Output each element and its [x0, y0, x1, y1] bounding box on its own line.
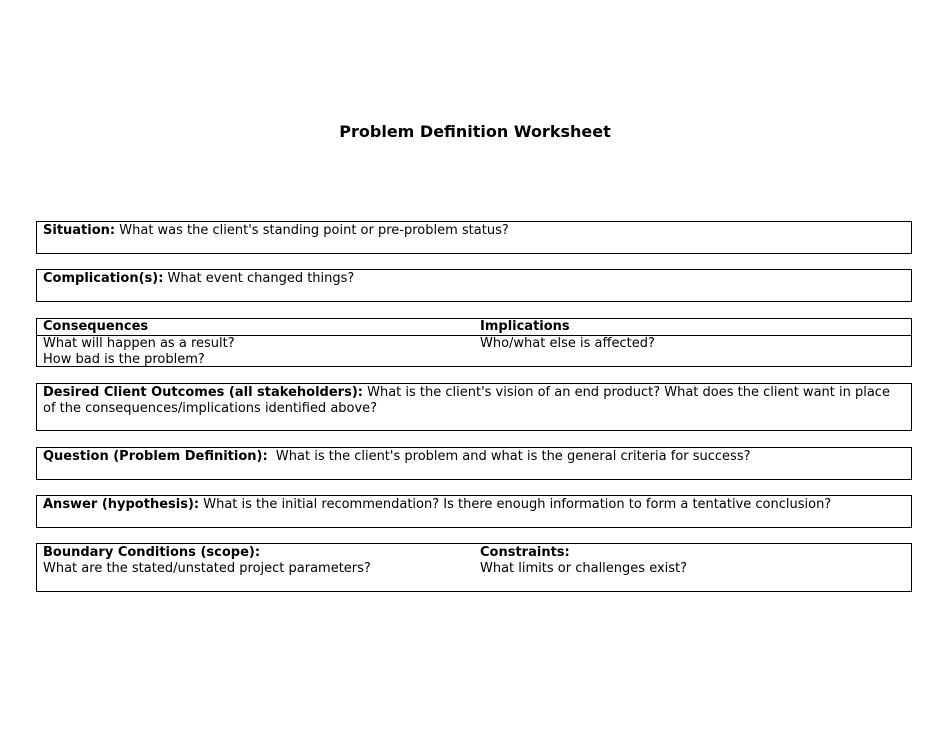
boundary-cell[interactable]: [37, 545, 474, 577]
desired-outcomes-text: [37, 384, 911, 417]
situation-text: [37, 222, 911, 239]
complication-label: Complication(s):: [43, 271, 164, 286]
consequences-label: Consequences: [43, 319, 149, 334]
answer-box[interactable]: [36, 495, 912, 528]
desired-outcomes-box[interactable]: [36, 383, 912, 431]
consequences-line-1: What will happen as a result?: [43, 336, 235, 351]
boundary-prompt: What are the stated/unstated project parameters?: [43, 561, 371, 576]
implications-label: Implications: [480, 319, 570, 334]
consequences-implications-header: [37, 319, 911, 336]
situation-label: Situation:: [43, 223, 116, 238]
constraints-cell[interactable]: [474, 545, 911, 577]
boundary-constraints-box: [36, 543, 912, 592]
page-title: Problem Definition Worksheet: [339, 122, 611, 141]
question-label: Question (Problem Definition):: [43, 449, 268, 464]
situation-prompt: What was the client's standing point or pre-problem status?: [115, 223, 509, 238]
implications-line-1: Who/what else is affected?: [480, 336, 655, 351]
complication-text: [37, 270, 911, 287]
consequences-cell[interactable]: [37, 336, 474, 368]
question-text: [37, 448, 911, 465]
constraints-prompt: What limits or challenges exist?: [480, 561, 688, 576]
complication-prompt: What event changed things?: [163, 271, 355, 286]
situation-box[interactable]: [36, 221, 912, 254]
complication-box[interactable]: [36, 269, 912, 302]
constraints-label: Constraints:: [480, 545, 570, 560]
desired-outcomes-label: Desired Client Outcomes (all stakeholders):: [43, 385, 363, 400]
answer-text: [37, 496, 911, 513]
boundary-constraints-row: [37, 544, 911, 577]
question-box[interactable]: [36, 447, 912, 480]
implications-cell[interactable]: [474, 336, 911, 368]
consequences-line-2: How bad is the problem?: [43, 352, 205, 367]
question-prompt: What is the client's problem and what is the general criteria for success?: [267, 449, 751, 464]
consequences-implications-table: [36, 318, 912, 367]
desired-outcomes-prompt: What is the client's vision of an end product? What does the client want in place of the consequences/implications identified above?: [43, 385, 890, 416]
answer-prompt: What is the initial recommendation? Is there enough information to form a tentative conclusion?: [199, 497, 832, 512]
consequences-implications-body: [37, 336, 911, 368]
answer-label: Answer (hypothesis):: [43, 497, 200, 512]
boundary-label: Boundary Conditions (scope):: [43, 545, 261, 560]
